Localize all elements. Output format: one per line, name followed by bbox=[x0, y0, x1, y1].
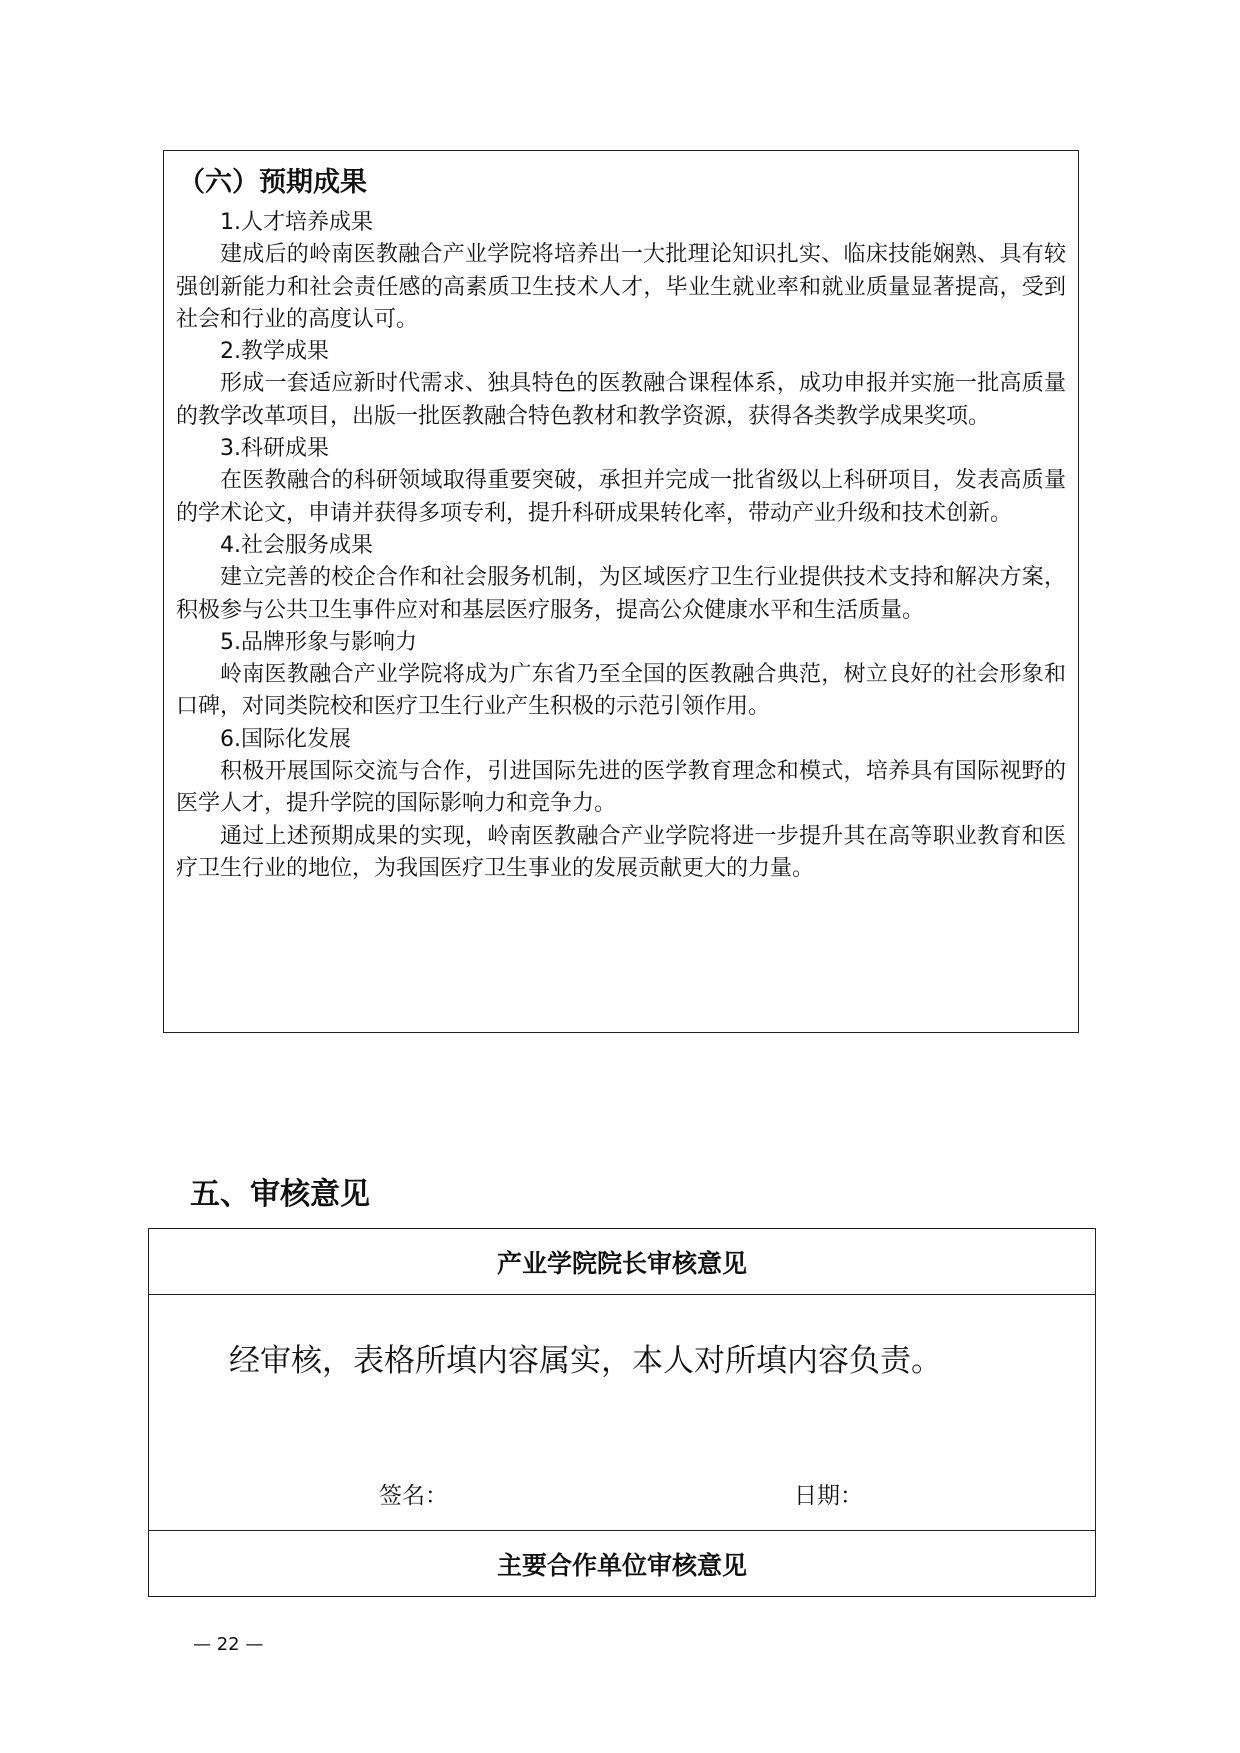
item6-title: 6.国际化发展 bbox=[220, 726, 351, 752]
conclusion-paragraph: 通过上述预期成果的实现，岭南医教融合产业学院将进一步提升其在高等职业教育和医疗卫生行业的地位，为我国医疗卫生事业的发展贡献更大的力量。 bbox=[176, 823, 1066, 881]
item1-body: 建成后的岭南医教融合产业学院将培养出一大批理论知识扎实、临床技能娴熟、具有较强创新能力和社会责任感的高素质卫生技术人才，毕业生就业率和就业质量显著提高，受到社会和行业的高度认可。 bbox=[176, 242, 1066, 332]
dean-review-body bbox=[149, 1295, 1096, 1531]
item2-title: 2.教学成果 bbox=[220, 339, 329, 365]
dean-review-title: 产业学院院长审核意见 bbox=[149, 1229, 1096, 1295]
item3-body: 在医教融合的科研领域取得重要突破，承担并完成一批省级以上科研项目，发表高质量的学术论文，申请并获得多项专利，提升科研成果转化率，带动产业升级和技术创新。 bbox=[176, 468, 1066, 526]
item6-body: 积极开展国际交流与合作，引进国际先进的医学教育理念和模式，培养具有国际视野的医学人才，提升学院的国际影响力和竞争力。 bbox=[176, 759, 1066, 817]
item4-body: 建立完善的校企合作和社会服务机制，为区域医疗卫生行业提供技术支持和解决方案，积极参与公共卫生事件应对和基层医疗服务，提高公众健康水平和生活质量。 bbox=[176, 565, 1066, 623]
item5-body: 岭南医教融合产业学院将成为广东省乃至全国的医教融合典范，树立良好的社会形象和口碑，对同类院校和医疗卫生行业产生积极的示范引领作用。 bbox=[176, 662, 1066, 720]
signature-label: 签名： bbox=[379, 1483, 448, 1509]
section6-heading: （六）预期成果 bbox=[178, 167, 367, 198]
item3-title: 3.科研成果 bbox=[220, 436, 329, 462]
item4-title: 4.社会服务成果 bbox=[220, 532, 373, 558]
section5-heading: 五、审核意见 bbox=[190, 1177, 370, 1212]
dean-review-statement: 经审核，表格所填内容属实，本人对所填内容负责。 bbox=[229, 1343, 942, 1379]
item2-body: 形成一套适应新时代需求、独具特色的医教融合课程体系，成功申报并实施一批高质量的教学改革项目，出版一批医教融合特色教材和教学资源，获得各类教学成果奖项。 bbox=[176, 371, 1066, 429]
item5-title: 5.品牌形象与影响力 bbox=[220, 629, 417, 655]
page-number: — 22 — bbox=[193, 1634, 264, 1655]
partner-review-title: 主要合作单位审核意见 bbox=[149, 1531, 1096, 1597]
review-table bbox=[148, 1228, 1096, 1597]
date-label: 日期： bbox=[794, 1483, 863, 1509]
item1-title: 1.人才培养成果 bbox=[220, 210, 373, 235]
expected-outcomes-box bbox=[163, 150, 1079, 1033]
